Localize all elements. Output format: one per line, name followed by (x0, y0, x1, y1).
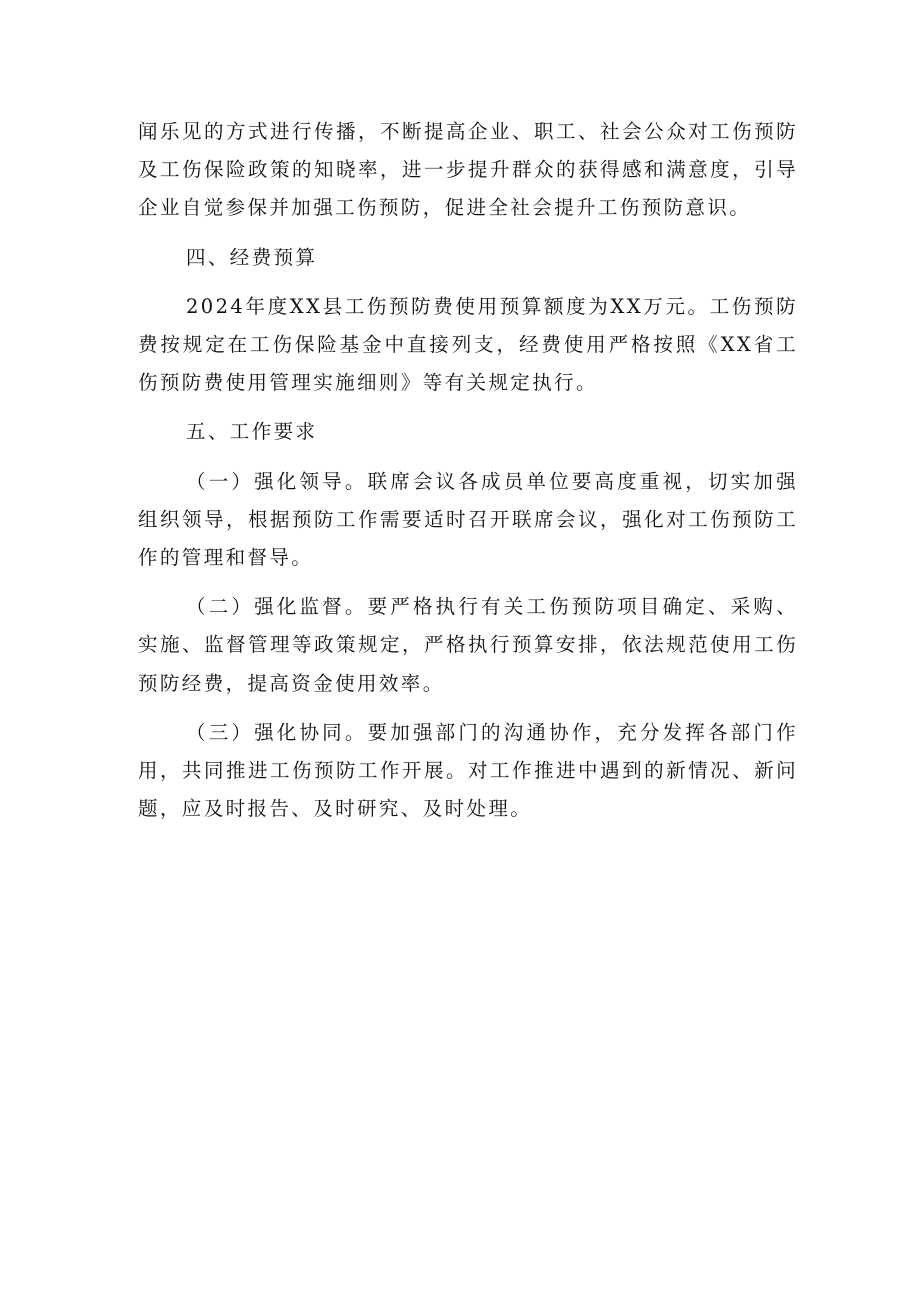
document-body (138, 113, 798, 839)
paragraph-requirement-supervision: （二）强化监督。要严格执行有关工伤预防项目确定、采购、实施、监督管理等政策规定，严格执行预算安排，依法规范使用工伤预防经费，提高资金使用效率。 (138, 595, 798, 695)
paragraph-requirement-coordination: （三）强化协同。要加强部门的沟通协作，充分发挥各部门作用，共同推进工伤预防工作开展。对工作推进中遇到的新情况、新问题，应及时报告、及时研究、及时处理。 (138, 720, 798, 821)
paragraph-intro-continuation: 闻乐见的方式进行传播，不断提高企业、职工、社会公众对工伤预防及工伤保险政策的知晓率，进一步提升群众的获得感和满意度，引导企业自觉参保并加强工伤预防，促进全社会提升工伤预防意识。 (138, 120, 798, 220)
paragraph-budget: 2024年度XX县工伤预防费使用预算额度为XX万元。工伤预防费按规定在工伤保险基金中直接列支，经费使用严格按照《XX省工伤预防费使用管理实施细则》等有关规定执行。 (138, 294, 798, 395)
section-heading-requirements: 五、工作要求 (186, 420, 318, 444)
paragraph-requirement-leadership: （一）强化领导。联席会议各成员单位要高度重视，切实加强组织领导，根据预防工作需要适时召开联席会议，强化对工伤预防工作的管理和督导。 (138, 469, 798, 570)
section-heading-budget: 四、经费预算 (186, 245, 318, 269)
